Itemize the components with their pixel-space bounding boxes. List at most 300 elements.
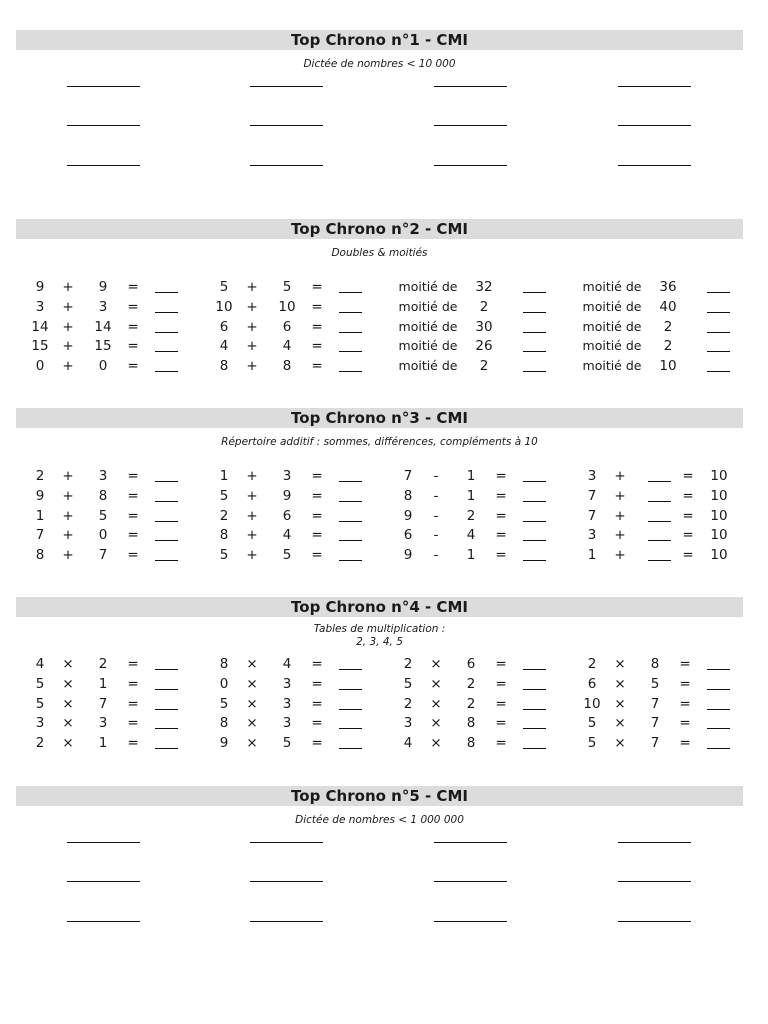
equation-token: × <box>62 695 74 712</box>
equation-token: 2 <box>403 695 413 712</box>
equation-token: + <box>246 298 258 315</box>
equation-token: + <box>614 527 626 544</box>
equation-token: 4 <box>466 527 476 544</box>
equation-token: 4 <box>35 656 45 672</box>
equation-token: 2 <box>663 338 673 355</box>
equation-token: × <box>62 656 74 672</box>
equation-token: + <box>246 507 258 524</box>
equation-token: + <box>246 338 258 355</box>
equation-token: 3 <box>35 715 45 732</box>
answer-blank-line[interactable] <box>618 125 691 126</box>
equation-token: 5 <box>219 487 229 504</box>
answer-blank[interactable] <box>707 669 730 670</box>
answer-blank[interactable] <box>523 689 546 690</box>
equation-token: 8 <box>466 735 476 752</box>
equation-token: 10 <box>710 487 728 504</box>
equation-token: 8 <box>466 715 476 732</box>
equation-token: 5 <box>650 675 660 692</box>
answer-blank-line[interactable] <box>250 165 323 166</box>
equation-token: = <box>682 547 694 564</box>
equation-token: × <box>430 735 442 752</box>
equation-token: moitié de <box>582 338 642 354</box>
section-subtitle: Doubles & moitiés <box>331 247 428 259</box>
section-title: Top Chrono n°5 - CMI <box>16 786 743 806</box>
equation-token: = <box>127 468 139 484</box>
equation-token: 10 <box>215 298 233 315</box>
answer-blank-line[interactable] <box>67 921 140 922</box>
equation-token: + <box>62 527 74 544</box>
equation-token: 4 <box>219 338 229 355</box>
equation-token: = <box>127 487 139 504</box>
section-top-chrono-2 <box>16 219 743 376</box>
equation-token: 2 <box>479 358 489 375</box>
equation-token: moitié de <box>398 318 458 334</box>
equation-token: 7 <box>650 735 660 752</box>
equation-token: + <box>614 487 626 504</box>
equation-token: = <box>127 656 139 672</box>
answer-blank[interactable] <box>339 560 362 561</box>
equation-token: 7 <box>98 547 108 564</box>
equation-token: 26 <box>475 338 493 355</box>
equation-token: 7 <box>587 507 597 524</box>
answer-blank-line[interactable] <box>250 842 323 843</box>
equation-token: moitié de <box>398 338 458 354</box>
exercise-rows <box>16 277 743 376</box>
equation-token: = <box>127 735 139 752</box>
equation-token: = <box>495 675 507 692</box>
equation-token: moitié de <box>582 358 642 374</box>
answer-blank[interactable] <box>339 748 362 749</box>
equation-token: × <box>430 675 442 692</box>
equation-token: × <box>430 715 442 732</box>
equation-token: 3 <box>35 298 45 315</box>
answer-blank[interactable] <box>339 540 362 541</box>
equation-token: 8 <box>403 487 413 504</box>
section-subtitle: Dictée de nombres < 10 000 <box>303 58 456 70</box>
equation-token: 0 <box>35 358 45 375</box>
equation-token: = <box>682 507 694 524</box>
equation-token: 2 <box>403 656 413 672</box>
equation-token: + <box>62 318 74 335</box>
equation-token: = <box>127 695 139 712</box>
equation-token: 4 <box>282 527 292 544</box>
equation-token: 2 <box>587 656 597 672</box>
exercise-row <box>16 356 743 376</box>
equation-token: 7 <box>98 695 108 712</box>
equation-token: + <box>246 547 258 564</box>
equation-token: 14 <box>31 318 49 335</box>
equation-token: = <box>682 527 694 544</box>
equation-token: moitié de <box>582 279 642 294</box>
equation-token: = <box>495 547 507 564</box>
equation-token: = <box>127 675 139 692</box>
equation-token: 8 <box>219 656 229 672</box>
equation-token: × <box>430 656 442 672</box>
answer-blank[interactable] <box>155 351 178 352</box>
equation-token: = <box>127 279 139 295</box>
answer-blank[interactable] <box>707 332 730 333</box>
exercise-row <box>16 674 743 694</box>
equation-token: 5 <box>282 279 292 295</box>
answer-blank[interactable] <box>155 540 178 541</box>
equation-token: - <box>433 527 439 544</box>
equation-token: 8 <box>98 487 108 504</box>
answer-blank-line[interactable] <box>434 842 507 843</box>
equation-token: + <box>62 487 74 504</box>
equation-token: 6 <box>282 507 292 524</box>
answer-blank-line[interactable] <box>618 165 691 166</box>
equation-token: 3 <box>282 695 292 712</box>
answer-blank[interactable] <box>155 560 178 561</box>
answer-blank[interactable] <box>339 481 362 482</box>
section-subtitle: Dictée de nombres < 1 000 000 <box>295 814 464 826</box>
answer-blank-line[interactable] <box>67 842 140 843</box>
equation-token: 36 <box>659 279 677 295</box>
equation-token: 2 <box>98 656 108 672</box>
answer-blank[interactable] <box>648 540 671 541</box>
equation-token: 10 <box>659 358 677 375</box>
answer-blank[interactable] <box>155 332 178 333</box>
answer-blank[interactable] <box>648 501 671 502</box>
answer-blank[interactable] <box>707 292 730 293</box>
equation-token: 0 <box>98 358 108 375</box>
exercise-row <box>16 694 743 714</box>
answer-blank[interactable] <box>523 669 546 670</box>
section-top-chrono-5 <box>16 786 743 947</box>
equation-token: = <box>311 487 323 504</box>
answer-blank-grid <box>16 827 743 947</box>
answer-blank[interactable] <box>523 521 546 522</box>
answer-blank[interactable] <box>339 292 362 293</box>
answer-blank[interactable] <box>707 689 730 690</box>
answer-blank[interactable] <box>707 312 730 313</box>
equation-token: + <box>62 338 74 355</box>
answer-blank[interactable] <box>155 481 178 482</box>
answer-blank[interactable] <box>339 312 362 313</box>
answer-blank-line[interactable] <box>67 86 140 87</box>
equation-token: - <box>433 468 439 484</box>
equation-token: = <box>311 527 323 544</box>
equation-token: 8 <box>35 547 45 564</box>
equation-token: 8 <box>219 527 229 544</box>
answer-blank[interactable] <box>339 709 362 710</box>
equation-token: 3 <box>587 527 597 544</box>
equation-token: 3 <box>98 715 108 732</box>
answer-blank[interactable] <box>523 501 546 502</box>
equation-token: 1 <box>466 547 476 564</box>
equation-token: + <box>246 358 258 375</box>
equation-token: = <box>311 338 323 355</box>
section-subtitle-line-2: 2, 3, 4, 5 <box>356 636 403 648</box>
equation-token: 5 <box>219 279 229 295</box>
answer-blank-line[interactable] <box>67 881 140 882</box>
answer-blank[interactable] <box>707 709 730 710</box>
equation-token: 8 <box>282 358 292 375</box>
equation-token: = <box>311 656 323 672</box>
equation-token: 1 <box>35 507 45 524</box>
exercise-row <box>16 317 743 337</box>
equation-token: = <box>495 487 507 504</box>
equation-token: = <box>679 656 691 672</box>
equation-token: = <box>495 468 507 484</box>
equation-token: 10 <box>710 547 728 564</box>
answer-blank-line[interactable] <box>250 921 323 922</box>
equation-token: = <box>311 735 323 752</box>
equation-token: 40 <box>659 298 677 315</box>
equation-token: 5 <box>219 695 229 712</box>
section-top-chrono-3 <box>16 408 743 565</box>
exercise-rows <box>16 466 743 565</box>
equation-token: = <box>127 318 139 335</box>
answer-blank[interactable] <box>523 292 546 293</box>
equation-token: moitié de <box>398 358 458 374</box>
equation-token: = <box>679 675 691 692</box>
answer-blank[interactable] <box>648 481 671 482</box>
answer-blank[interactable] <box>339 332 362 333</box>
answer-blank-line[interactable] <box>434 921 507 922</box>
equation-token: = <box>679 735 691 752</box>
equation-token: = <box>495 715 507 732</box>
equation-token: = <box>311 318 323 335</box>
equation-token: 10 <box>710 468 728 484</box>
equation-token: = <box>311 468 323 484</box>
exercise-row <box>16 466 743 486</box>
equation-token: 3 <box>587 468 597 484</box>
equation-token: 9 <box>98 279 108 295</box>
equation-token: 6 <box>219 318 229 335</box>
equation-token: + <box>614 547 626 564</box>
equation-token: 7 <box>650 715 660 732</box>
answer-blank[interactable] <box>155 748 178 749</box>
section-top-chrono-4 <box>16 597 743 753</box>
equation-token: 5 <box>98 507 108 524</box>
equation-token: 9 <box>219 735 229 752</box>
exercise-row <box>16 713 743 733</box>
answer-blank[interactable] <box>339 371 362 372</box>
answer-blank[interactable] <box>339 521 362 522</box>
equation-token: 6 <box>403 527 413 544</box>
equation-token: 1 <box>587 547 597 564</box>
exercise-row <box>16 297 743 317</box>
equation-token: 1 <box>219 468 229 484</box>
equation-token: = <box>311 358 323 375</box>
section-subtitle: Répertoire additif : sommes, différences, compléments à 10 <box>221 436 538 448</box>
equation-token: = <box>311 547 323 564</box>
equation-token: 10 <box>278 298 296 315</box>
equation-token: 1 <box>466 468 476 484</box>
exercise-row <box>16 277 743 297</box>
equation-token: = <box>311 695 323 712</box>
answer-blank[interactable] <box>523 332 546 333</box>
equation-token: 9 <box>35 487 45 504</box>
answer-blank-line[interactable] <box>434 125 507 126</box>
answer-blank[interactable] <box>707 748 730 749</box>
answer-blank[interactable] <box>155 728 178 729</box>
equation-token: 5 <box>219 547 229 564</box>
equation-token: = <box>311 507 323 524</box>
section-title: Top Chrono n°1 - CMI <box>16 30 743 50</box>
equation-token: × <box>246 656 258 672</box>
equation-token: 1 <box>98 735 108 752</box>
equation-token: 6 <box>587 675 597 692</box>
equation-token: = <box>127 298 139 315</box>
equation-token: 30 <box>475 318 493 335</box>
equation-token: 0 <box>219 675 229 692</box>
answer-blank-grid <box>16 71 743 191</box>
exercise-row <box>16 545 743 565</box>
equation-token: = <box>127 358 139 375</box>
answer-blank[interactable] <box>155 371 178 372</box>
equation-token: 9 <box>403 547 413 564</box>
answer-blank[interactable] <box>155 292 178 293</box>
equation-token: 10 <box>710 527 728 544</box>
equation-token: 2 <box>466 507 476 524</box>
exercise-row <box>16 654 743 674</box>
equation-token: = <box>495 507 507 524</box>
equation-token: - <box>433 507 439 524</box>
equation-token: 2 <box>219 507 229 524</box>
equation-token: 1 <box>466 487 476 504</box>
exercise-row <box>16 525 743 545</box>
answer-blank-line[interactable] <box>434 165 507 166</box>
answer-blank[interactable] <box>707 351 730 352</box>
equation-token: 3 <box>403 715 413 732</box>
equation-token: moitié de <box>398 298 458 314</box>
answer-blank[interactable] <box>339 669 362 670</box>
answer-blank[interactable] <box>155 709 178 710</box>
equation-token: = <box>679 695 691 712</box>
equation-token: 1 <box>98 675 108 692</box>
equation-token: 9 <box>35 279 45 295</box>
equation-token: 3 <box>98 468 108 484</box>
answer-blank[interactable] <box>339 689 362 690</box>
equation-token: + <box>62 468 74 484</box>
equation-token: 7 <box>35 527 45 544</box>
equation-token: = <box>127 507 139 524</box>
answer-blank[interactable] <box>339 501 362 502</box>
equation-token: 7 <box>650 695 660 712</box>
equation-token: + <box>246 527 258 544</box>
equation-token: 4 <box>282 656 292 672</box>
equation-token: 8 <box>219 715 229 732</box>
equation-token: 10 <box>583 695 601 712</box>
answer-blank[interactable] <box>523 709 546 710</box>
answer-blank-line[interactable] <box>618 842 691 843</box>
equation-token: 6 <box>466 656 476 672</box>
equation-token: × <box>614 695 626 712</box>
answer-blank[interactable] <box>523 481 546 482</box>
equation-token: × <box>62 715 74 732</box>
equation-token: - <box>433 487 439 504</box>
equation-token: 32 <box>475 279 493 295</box>
answer-blank[interactable] <box>648 521 671 522</box>
equation-token: × <box>246 735 258 752</box>
equation-token: × <box>246 695 258 712</box>
equation-token: moitié de <box>398 279 458 294</box>
equation-token: = <box>127 338 139 355</box>
answer-blank[interactable] <box>523 560 546 561</box>
equation-token: = <box>311 675 323 692</box>
equation-token: 2 <box>466 695 476 712</box>
equation-token: + <box>62 358 74 375</box>
answer-blank[interactable] <box>648 560 671 561</box>
equation-token: 9 <box>403 507 413 524</box>
answer-blank-line[interactable] <box>67 125 140 126</box>
answer-blank-line[interactable] <box>618 86 691 87</box>
equation-token: 3 <box>282 468 292 484</box>
answer-blank[interactable] <box>523 351 546 352</box>
answer-blank-line[interactable] <box>250 881 323 882</box>
answer-blank[interactable] <box>155 669 178 670</box>
equation-token: 8 <box>650 656 660 672</box>
answer-blank[interactable] <box>339 351 362 352</box>
equation-token: 4 <box>403 735 413 752</box>
equation-token: + <box>246 487 258 504</box>
answer-blank[interactable] <box>155 521 178 522</box>
equation-token: × <box>62 675 74 692</box>
answer-blank[interactable] <box>523 748 546 749</box>
equation-token: 7 <box>403 468 413 484</box>
equation-token: + <box>62 279 74 295</box>
equation-token: × <box>430 695 442 712</box>
answer-blank-line[interactable] <box>618 881 691 882</box>
equation-token: = <box>127 527 139 544</box>
answer-blank-line[interactable] <box>67 165 140 166</box>
equation-token: 7 <box>587 487 597 504</box>
answer-blank-line[interactable] <box>250 125 323 126</box>
equation-token: + <box>62 298 74 315</box>
equation-token: 4 <box>282 338 292 355</box>
answer-blank[interactable] <box>339 728 362 729</box>
answer-blank[interactable] <box>707 728 730 729</box>
equation-token: 2 <box>479 298 489 315</box>
answer-blank[interactable] <box>155 312 178 313</box>
equation-token: = <box>495 735 507 752</box>
equation-token: 3 <box>282 715 292 732</box>
exercise-rows <box>16 654 743 753</box>
equation-token: = <box>127 715 139 732</box>
answer-blank-line[interactable] <box>250 86 323 87</box>
answer-blank-line[interactable] <box>434 881 507 882</box>
answer-blank[interactable] <box>523 728 546 729</box>
answer-blank[interactable] <box>707 371 730 372</box>
answer-blank[interactable] <box>155 689 178 690</box>
equation-token: = <box>682 487 694 504</box>
equation-token: × <box>614 656 626 672</box>
answer-blank-line[interactable] <box>434 86 507 87</box>
answer-blank[interactable] <box>155 501 178 502</box>
exercise-row <box>16 506 743 526</box>
equation-token: 5 <box>35 695 45 712</box>
equation-token: 2 <box>663 318 673 335</box>
equation-token: 10 <box>710 507 728 524</box>
answer-blank[interactable] <box>523 312 546 313</box>
equation-token: = <box>311 298 323 315</box>
equation-token: + <box>614 507 626 524</box>
exercise-row <box>16 336 743 356</box>
equation-token: moitié de <box>582 318 642 334</box>
equation-token: 5 <box>403 675 413 692</box>
answer-blank[interactable] <box>523 371 546 372</box>
answer-blank-line[interactable] <box>618 921 691 922</box>
equation-token: = <box>311 279 323 295</box>
equation-token: 5 <box>587 735 597 752</box>
equation-token: × <box>614 735 626 752</box>
answer-blank[interactable] <box>523 540 546 541</box>
equation-token: + <box>62 507 74 524</box>
section-title: Top Chrono n°4 - CMI <box>16 597 743 617</box>
section-subtitle-line-1: Tables de multiplication : <box>313 623 446 635</box>
